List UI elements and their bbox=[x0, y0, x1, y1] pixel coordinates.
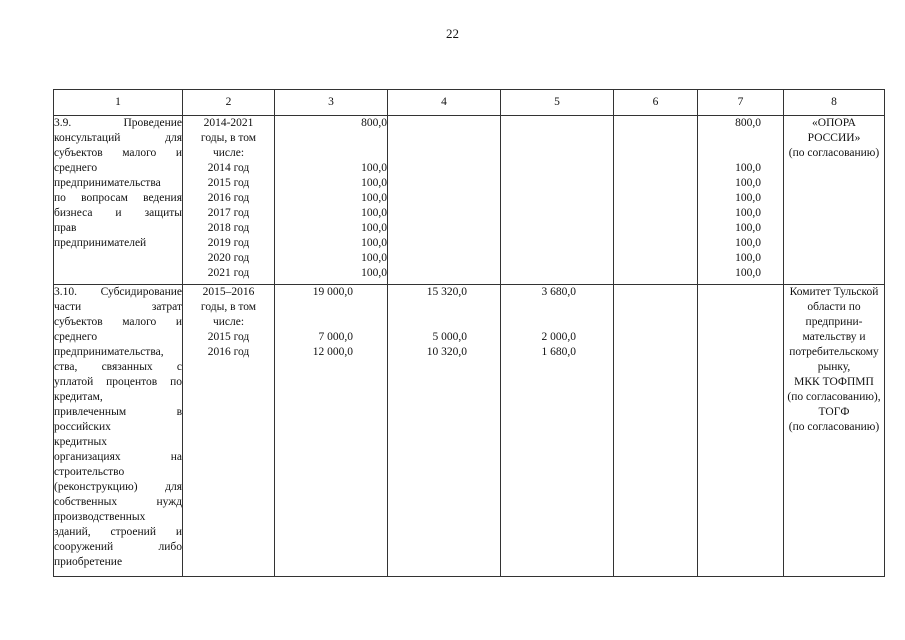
column-header-1: 1 bbox=[54, 90, 183, 116]
value-line: 7 000,0 bbox=[318, 331, 353, 343]
period-line: годы, в том bbox=[200, 301, 257, 313]
measure-description bbox=[54, 116, 183, 285]
value-line bbox=[275, 131, 387, 146]
period-cell bbox=[183, 285, 275, 577]
value-line: 15 320,0 bbox=[426, 286, 467, 298]
period-line: 2018 год bbox=[207, 222, 250, 234]
value-line bbox=[698, 146, 761, 161]
desc-line: приобретение bbox=[54, 556, 123, 568]
value-line: 100,0 bbox=[735, 267, 761, 279]
value-line: 100,0 bbox=[361, 192, 387, 204]
desc-line: 3.10. Субсидирование bbox=[54, 286, 182, 298]
desc-line: кредитных bbox=[54, 436, 107, 448]
column-6-values bbox=[614, 285, 698, 577]
period-line: 2017 год bbox=[207, 207, 250, 219]
value-line: 19 000,0 bbox=[312, 286, 353, 298]
value-line: 100,0 bbox=[361, 207, 387, 219]
value-line: 3 680,0 bbox=[541, 286, 576, 298]
value-line: 100,0 bbox=[361, 267, 387, 279]
executor-line: (по согласованию), bbox=[787, 391, 881, 403]
value-line: 2 000,0 bbox=[541, 331, 576, 343]
desc-line: по вопросам ведения bbox=[54, 192, 182, 204]
desc-line: кредитам, bbox=[54, 391, 103, 403]
period-line: 2014-2021 bbox=[203, 117, 254, 129]
period-line: годы, в том bbox=[200, 132, 257, 144]
executor-line: рынку, bbox=[817, 361, 851, 373]
desc-line: 3.9. Проведение bbox=[54, 117, 182, 129]
value-line: 100,0 bbox=[735, 162, 761, 174]
value-line bbox=[275, 315, 353, 330]
column-3-values bbox=[275, 285, 388, 577]
period-line: числе: bbox=[212, 316, 245, 328]
desc-line: уплатой процентов по bbox=[54, 376, 182, 388]
value-line: 800,0 bbox=[361, 117, 387, 129]
desc-line: организациях на bbox=[54, 451, 182, 463]
column-3-values bbox=[275, 116, 388, 285]
column-header-6: 6 bbox=[614, 90, 698, 116]
desc-line: привлеченным в bbox=[54, 406, 182, 418]
value-line bbox=[388, 315, 467, 330]
desc-line: предпринимателей bbox=[54, 237, 147, 249]
value-line bbox=[388, 300, 467, 315]
page-number: 22 bbox=[446, 26, 459, 41]
table-row bbox=[54, 116, 885, 285]
value-line bbox=[698, 131, 761, 146]
value-line bbox=[501, 315, 576, 330]
executor-cell bbox=[784, 285, 885, 577]
column-header-2: 2 bbox=[183, 90, 275, 116]
desc-line: субъектов малого и bbox=[54, 316, 182, 328]
value-line: 100,0 bbox=[361, 162, 387, 174]
desc-line: части затрат bbox=[54, 301, 182, 313]
measure-description bbox=[54, 285, 183, 577]
desc-line: среднего bbox=[54, 331, 98, 343]
executor-line: предприни- bbox=[805, 316, 863, 328]
value-line: 5 000,0 bbox=[432, 331, 467, 343]
desc-line: субъектов малого и bbox=[54, 147, 182, 159]
executor-line: Комитет Тульской bbox=[789, 286, 879, 298]
column-4-values bbox=[388, 285, 501, 577]
program-table bbox=[53, 89, 885, 577]
period-line: 2014 год bbox=[207, 162, 250, 174]
period-cell bbox=[183, 116, 275, 285]
value-line: 800,0 bbox=[735, 117, 761, 129]
period-line: 2015 год bbox=[207, 331, 250, 343]
column-header-4: 4 bbox=[388, 90, 501, 116]
desc-line: ства, связанных с bbox=[54, 361, 182, 373]
executor-line: ТОГФ bbox=[818, 406, 850, 418]
value-line: 12 000,0 bbox=[312, 346, 353, 358]
value-line: 10 320,0 bbox=[426, 346, 467, 358]
value-line: 100,0 bbox=[735, 252, 761, 264]
period-line: 2016 год bbox=[207, 192, 250, 204]
period-line: 2019 год bbox=[207, 237, 250, 249]
column-4-values bbox=[388, 116, 501, 285]
desc-line: российских bbox=[54, 421, 111, 433]
desc-line: предпринимательства bbox=[54, 177, 161, 189]
value-line: 100,0 bbox=[361, 237, 387, 249]
value-line: 100,0 bbox=[735, 177, 761, 189]
period-line: 2015 год bbox=[207, 177, 250, 189]
value-line bbox=[275, 300, 353, 315]
desc-line: предпринимательства, bbox=[54, 346, 164, 358]
desc-line: консультаций для bbox=[54, 132, 182, 144]
desc-line: строительство bbox=[54, 466, 125, 478]
desc-line: (реконструкцию) для bbox=[54, 481, 182, 493]
period-line: числе: bbox=[212, 147, 245, 159]
desc-line: среднего bbox=[54, 162, 98, 174]
header-row bbox=[54, 90, 885, 116]
column-header-8: 8 bbox=[784, 90, 885, 116]
value-line: 100,0 bbox=[735, 237, 761, 249]
column-6-values bbox=[614, 116, 698, 285]
column-5-values bbox=[501, 116, 614, 285]
value-line bbox=[501, 300, 576, 315]
desc-line: прав bbox=[54, 222, 77, 234]
column-5-values bbox=[501, 285, 614, 577]
period-line: 2021 год bbox=[207, 267, 250, 279]
desc-line: зданий, строений и bbox=[54, 526, 182, 538]
value-line: 100,0 bbox=[361, 177, 387, 189]
executor-line: области по bbox=[807, 301, 861, 313]
column-7-values bbox=[698, 116, 784, 285]
period-line: 2015–2016 bbox=[202, 286, 255, 298]
value-line: 1 680,0 bbox=[541, 346, 576, 358]
executor-line: (по согласованию) bbox=[788, 147, 880, 159]
column-header-3: 3 bbox=[275, 90, 388, 116]
executor-line: РОССИИ» bbox=[807, 132, 861, 144]
executor-line: «ОПОРА bbox=[812, 117, 856, 129]
value-line: 100,0 bbox=[735, 192, 761, 204]
desc-line: собственных нужд bbox=[54, 496, 182, 508]
desc-line: производственных bbox=[54, 511, 146, 523]
column-header-7: 7 bbox=[698, 90, 784, 116]
value-line: 100,0 bbox=[361, 222, 387, 234]
period-line: 2016 год bbox=[207, 346, 250, 358]
value-line: 100,0 bbox=[361, 252, 387, 264]
executor-line: (по согласованию) bbox=[788, 421, 880, 433]
column-header-5: 5 bbox=[501, 90, 614, 116]
executor-cell bbox=[784, 116, 885, 285]
value-line: 100,0 bbox=[735, 222, 761, 234]
value-line: 100,0 bbox=[735, 207, 761, 219]
table-row bbox=[54, 285, 885, 577]
desc-line: бизнеса и защиты bbox=[54, 207, 182, 219]
executor-line: потребительскому bbox=[789, 346, 879, 358]
desc-line: сооружений либо bbox=[54, 541, 182, 553]
column-7-values bbox=[698, 285, 784, 577]
value-line bbox=[275, 146, 387, 161]
period-line: 2020 год bbox=[207, 252, 250, 264]
executor-line: МКК ТОФПМП bbox=[794, 376, 874, 388]
executor-line: мательству и bbox=[802, 331, 866, 343]
